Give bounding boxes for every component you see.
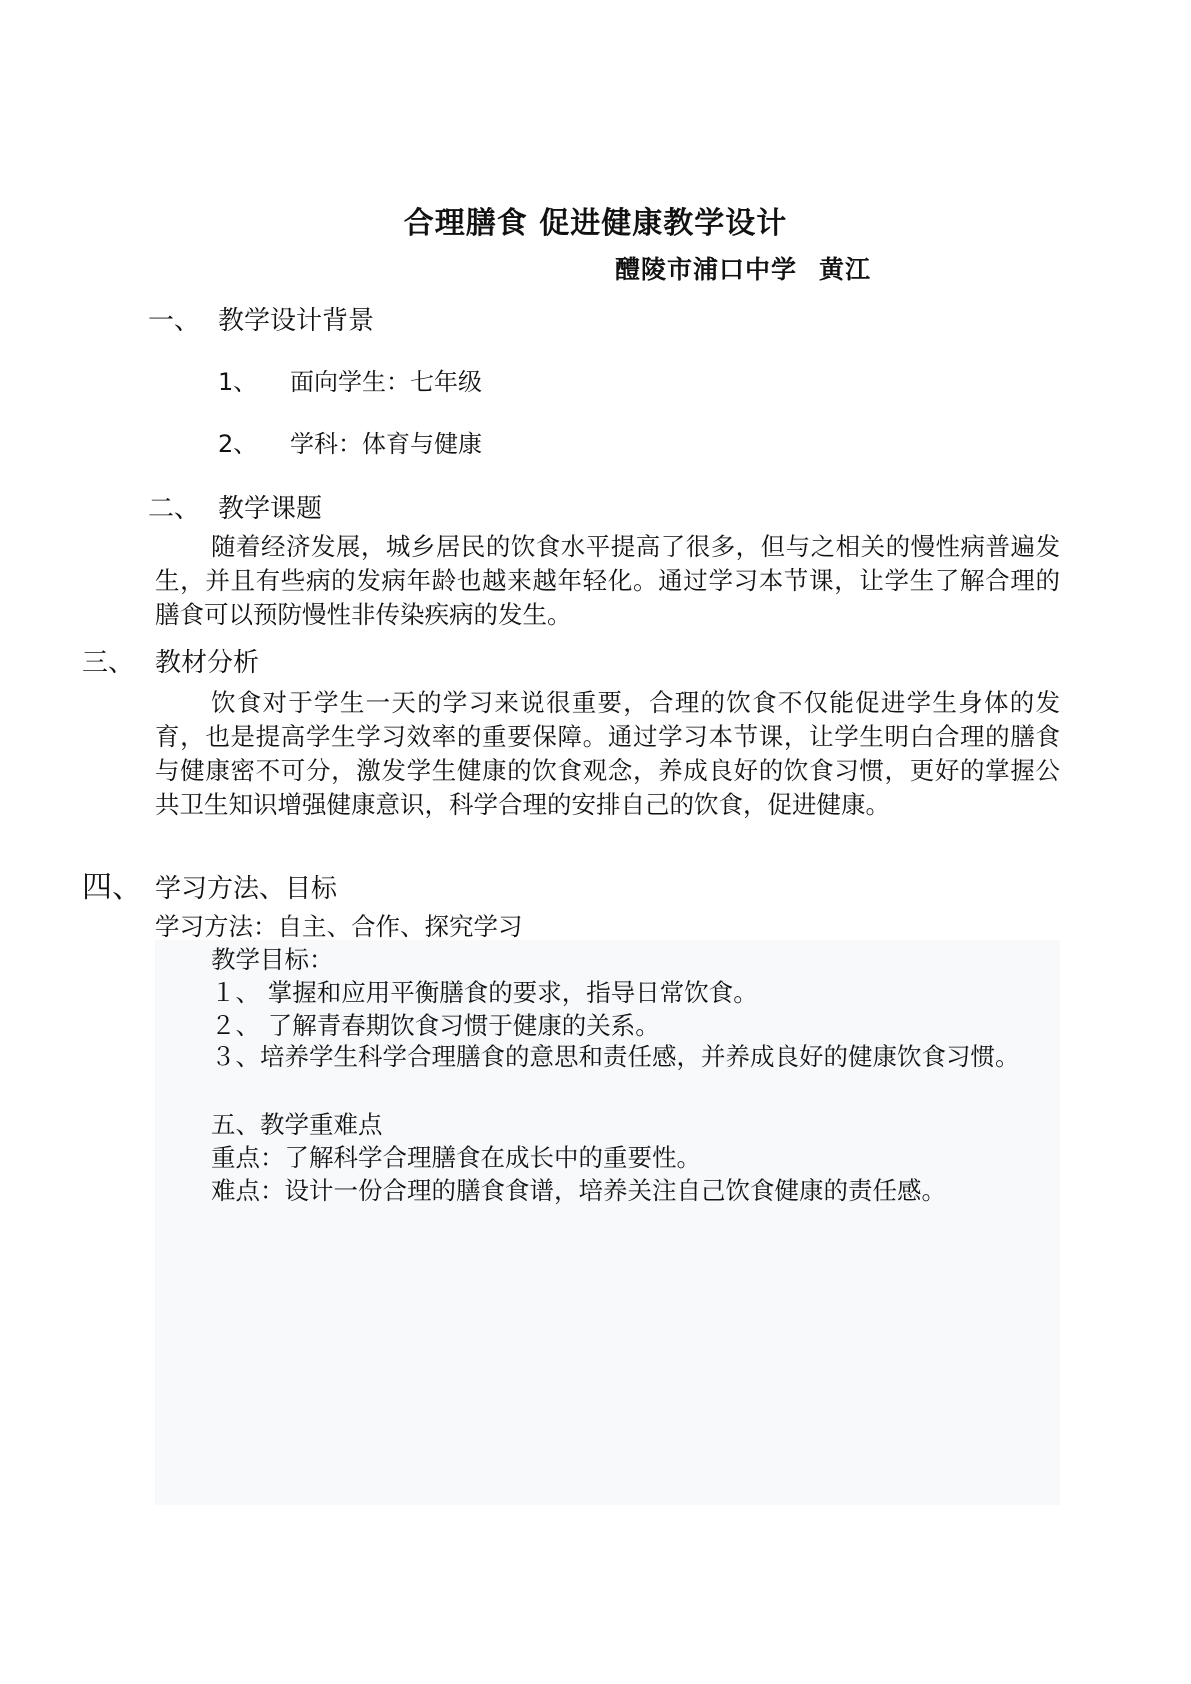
section-1-item-1: 1、 面向学生：七年级 [218,368,482,396]
section-2-heading: 二、 教学课题 [148,494,323,524]
section-5-heading: 五、教学重难点 [211,1110,383,1139]
author-school: 醴陵市浦口中学 [615,255,798,284]
author-line [615,250,871,286]
section-2-paragraph: 随着经济发展，城乡居民的饮食水平提高了很多，但与之相关的慢性病普遍发生，并且有些病的发病年龄也越来越年轻化。通过学习本节课，让学生了解合理的膳食可以预防慢性非传染疾病的发生。 [155,532,1060,629]
key-point: 重点：了解科学合理膳食在成长中的重要性。 [211,1143,701,1172]
section-1-heading: 一、 教学设计背景 [148,306,375,336]
goal-3: ３、培养学生科学合理膳食的意思和责任感，并养成良好的健康饮食习惯。 [211,1042,1020,1071]
section-1-item-2: 2、 学科：体育与健康 [218,430,482,458]
section-3-paragraph: 饮食对于学生一天的学习来说很重要，合理的饮食不仅能促进学生身体的发育，也是提高学生学习效率的重要保障。通过学习本节课，让学生明白合理的膳食与健康密不可分，激发学生健康的饮食观念，养成良好的饮食习惯，更好的掌握公共卫生知识增强健康意识，科学合理的安排自己的饮食，促进健康。 [155,688,1060,819]
section-4-heading: 四、 学习方法、目标 [82,870,338,905]
section-3-heading: 三、 教材分析 [82,648,260,678]
author-name: 黄江 [819,255,872,284]
document-title: 合理膳食 促进健康教学设计 [403,206,788,241]
learning-method: 学习方法：自主、合作、探究学习 [155,912,523,941]
goal-1: １、 掌握和应用平衡膳食的要求，指导日常饮食。 [211,978,758,1007]
difficulty-point: 难点：设计一份合理的膳食食谱，培养关注自己饮食健康的责任感。 [211,1176,946,1205]
goal-2: ２、 了解青春期饮食习惯于健康的关系。 [211,1011,660,1040]
goals-title: 教学目标： [211,945,334,974]
